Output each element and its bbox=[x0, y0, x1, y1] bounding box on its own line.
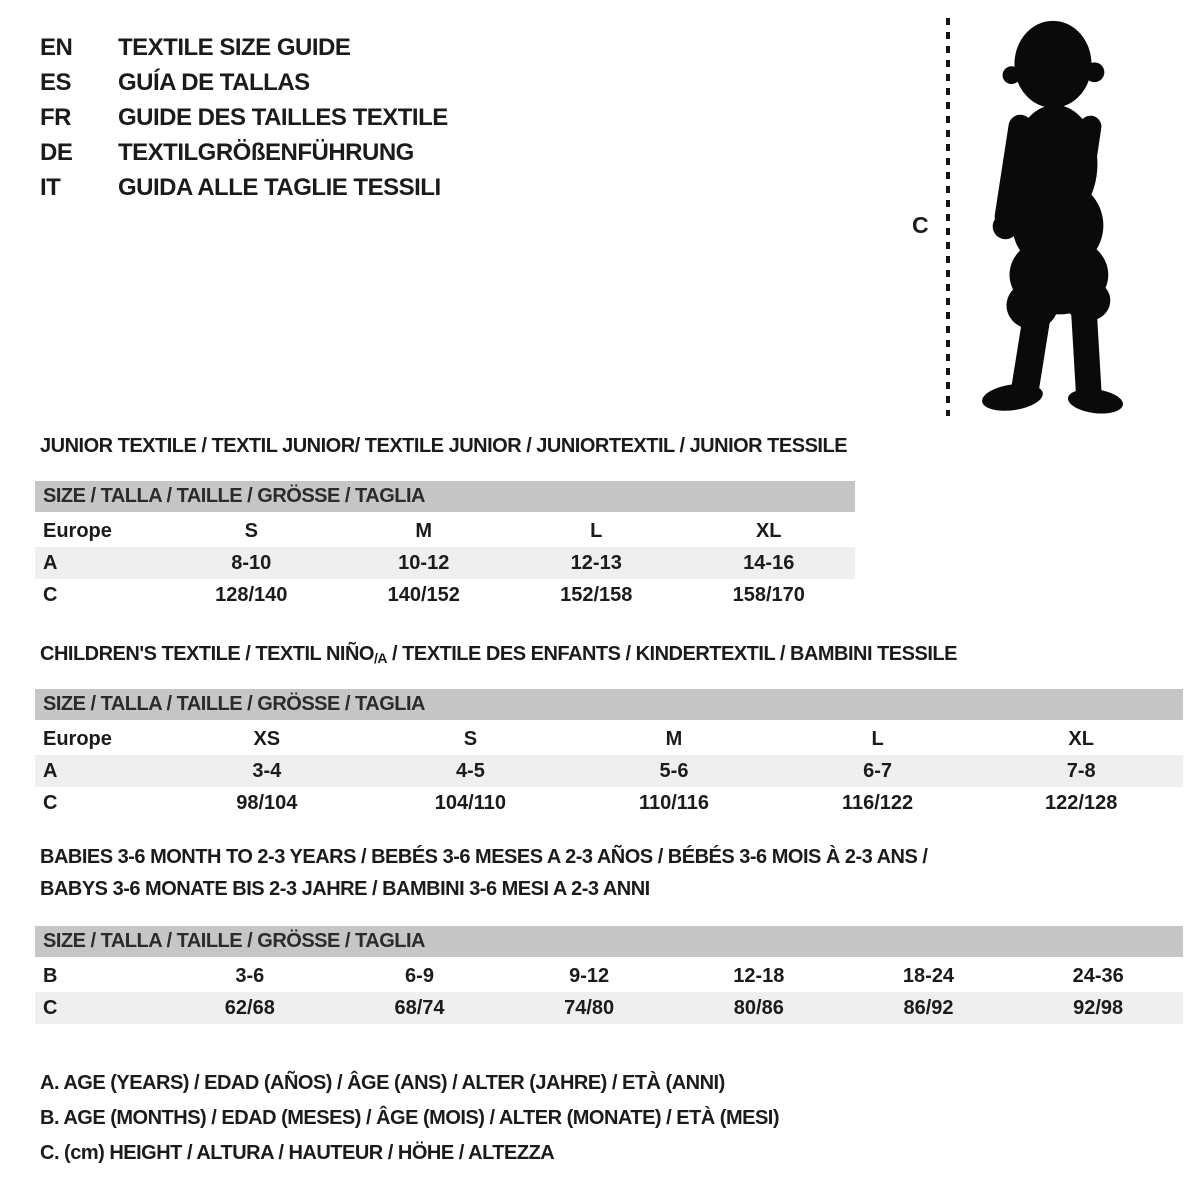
row-label-cell: C bbox=[43, 996, 58, 1019]
height-measure-dashed-line bbox=[946, 18, 950, 416]
height-measure-label: C bbox=[912, 212, 929, 238]
size-cell: 68/74 bbox=[394, 996, 445, 1019]
size-cell: 10-12 bbox=[398, 551, 450, 574]
table-row bbox=[35, 723, 1183, 755]
lang-title-es: GUÍA DE TALLAS bbox=[118, 68, 310, 96]
row-label-cell: A bbox=[43, 759, 58, 782]
size-cell: 5-6 bbox=[659, 759, 689, 782]
size-cell: 6-9 bbox=[405, 964, 434, 987]
size-cell: 9-12 bbox=[569, 964, 610, 987]
size-cell: 3-4 bbox=[252, 759, 282, 782]
table-row bbox=[35, 960, 1183, 992]
size-cell: 7-8 bbox=[1066, 759, 1096, 782]
babies-size-table bbox=[35, 926, 1183, 1024]
size-cell: M bbox=[665, 727, 683, 750]
lang-row-de bbox=[40, 135, 448, 170]
size-cell: 62/68 bbox=[224, 996, 275, 1019]
children-size-table bbox=[35, 689, 1183, 819]
size-cell: 3-6 bbox=[235, 964, 265, 987]
lang-title-de: TEXTILGRÖßENFÜHRUNG bbox=[118, 138, 414, 166]
size-cell: S bbox=[463, 727, 478, 750]
babies-section-title bbox=[40, 841, 927, 905]
toddler-silhouette-image bbox=[966, 14, 1134, 418]
size-cell: 74/80 bbox=[564, 996, 615, 1019]
size-cell: 104/110 bbox=[434, 791, 506, 814]
lang-title-it: GUIDA ALLE TAGLIE TESSILI bbox=[118, 173, 441, 201]
row-label-cell: Europe bbox=[43, 727, 112, 750]
junior-section-title: JUNIOR TEXTILE / TEXTIL JUNIOR/ TEXTILE JUNIOR / JUNIORTEXTIL / JUNIOR TESSILE bbox=[40, 435, 848, 457]
size-cell: 122/128 bbox=[1045, 791, 1118, 814]
children-title-suffix: / TEXTILE DES ENFANTS / KINDERTEXTIL / BAMBINI TESSILE bbox=[386, 643, 957, 665]
children-size-header-bar: SIZE / TALLA / TAILLE / GRÖSSE / TAGLIA bbox=[35, 689, 1183, 720]
size-cell: 128/140 bbox=[215, 583, 288, 606]
size-cell: 6-7 bbox=[863, 759, 893, 782]
row-label-cell: B bbox=[43, 964, 58, 987]
size-cell: 158/170 bbox=[732, 583, 805, 606]
language-header bbox=[40, 30, 448, 205]
size-cell: XS bbox=[253, 727, 281, 750]
size-cell: 140/152 bbox=[387, 583, 460, 606]
lang-row-fr bbox=[40, 100, 448, 135]
lang-code-es: ES bbox=[40, 68, 72, 96]
lang-code-it: IT bbox=[40, 173, 61, 201]
lang-row-es bbox=[40, 65, 448, 100]
lang-code-fr: FR bbox=[40, 103, 71, 131]
size-cell: 12-13 bbox=[570, 551, 622, 574]
children-section-title bbox=[40, 643, 957, 666]
size-cell: L bbox=[590, 519, 603, 542]
size-cell: 110/116 bbox=[638, 791, 710, 814]
babies-title-line2: BABYS 3-6 MONATE BIS 2-3 JAHRE / BAMBINI 3-6 MESI A 2-3 ANNI bbox=[40, 878, 650, 900]
lang-code-en: EN bbox=[40, 33, 73, 61]
size-cell: 92/98 bbox=[1073, 996, 1124, 1019]
table-row bbox=[35, 787, 1183, 819]
size-cell: 116/122 bbox=[841, 791, 914, 814]
lang-row-en bbox=[40, 30, 448, 65]
size-cell: S bbox=[244, 519, 258, 542]
junior-size-table bbox=[35, 481, 855, 611]
row-label-cell: C bbox=[43, 791, 58, 814]
row-label-cell: Europe bbox=[43, 519, 112, 542]
size-cell: 98/104 bbox=[236, 791, 298, 814]
junior-size-header-bar: SIZE / TALLA / TAILLE / GRÖSSE / TAGLIA bbox=[35, 481, 855, 512]
size-cell: 18-24 bbox=[902, 964, 955, 987]
children-title-prefix: CHILDREN'S TEXTILE / TEXTIL NIÑO bbox=[40, 643, 374, 665]
lang-title-en: TEXTILE SIZE GUIDE bbox=[118, 33, 351, 61]
note-age-years: A. AGE (YEARS) / EDAD (AÑOS) / ÂGE (ANS) / ALTER (JAHRE) / ETÀ (ANNI) bbox=[40, 1072, 725, 1094]
note-age-months: B. AGE (MONTHS) / EDAD (MESES) / ÂGE (MOIS) / ALTER (MONATE) / ETÀ (MESI) bbox=[40, 1107, 780, 1129]
table-row bbox=[35, 547, 855, 579]
table-row bbox=[35, 755, 1183, 787]
row-label-cell: C bbox=[43, 583, 58, 606]
row-label-cell: A bbox=[43, 551, 58, 574]
note-height-cm: C. (cm) HEIGHT / ALTURA / HAUTEUR / HÖHE / ALTEZZA bbox=[40, 1142, 555, 1164]
size-cell: M bbox=[415, 519, 433, 542]
babies-size-header-bar: SIZE / TALLA / TAILLE / GRÖSSE / TAGLIA bbox=[35, 926, 1183, 957]
table-row bbox=[35, 579, 855, 611]
size-cell: 152/158 bbox=[560, 583, 633, 606]
size-cell: 14-16 bbox=[743, 551, 795, 574]
size-cell: 8-10 bbox=[231, 551, 272, 574]
lang-code-de: DE bbox=[40, 138, 73, 166]
size-cell: 4-5 bbox=[455, 759, 485, 782]
lang-row-it bbox=[40, 170, 448, 205]
babies-title-line1: BABIES 3-6 MONTH TO 2-3 YEARS / BEBÉS 3-6 MESES A 2-3 AÑOS / BÉBÉS 3-6 MOIS À 2-3 ANS / bbox=[40, 846, 928, 868]
children-title-sub: /A bbox=[373, 650, 387, 666]
size-cell: 80/86 bbox=[733, 996, 784, 1019]
table-row bbox=[35, 515, 855, 547]
lang-title-fr: GUIDE DES TAILLES TEXTILE bbox=[118, 103, 448, 131]
table-row bbox=[35, 992, 1183, 1024]
size-cell: 24-36 bbox=[1072, 964, 1124, 987]
size-cell: 12-18 bbox=[733, 964, 785, 987]
legend-notes bbox=[40, 1066, 779, 1171]
size-cell: XL bbox=[755, 519, 782, 542]
size-cell: L bbox=[871, 727, 884, 750]
size-cell: XL bbox=[1068, 727, 1094, 750]
size-cell: 86/92 bbox=[903, 996, 954, 1019]
